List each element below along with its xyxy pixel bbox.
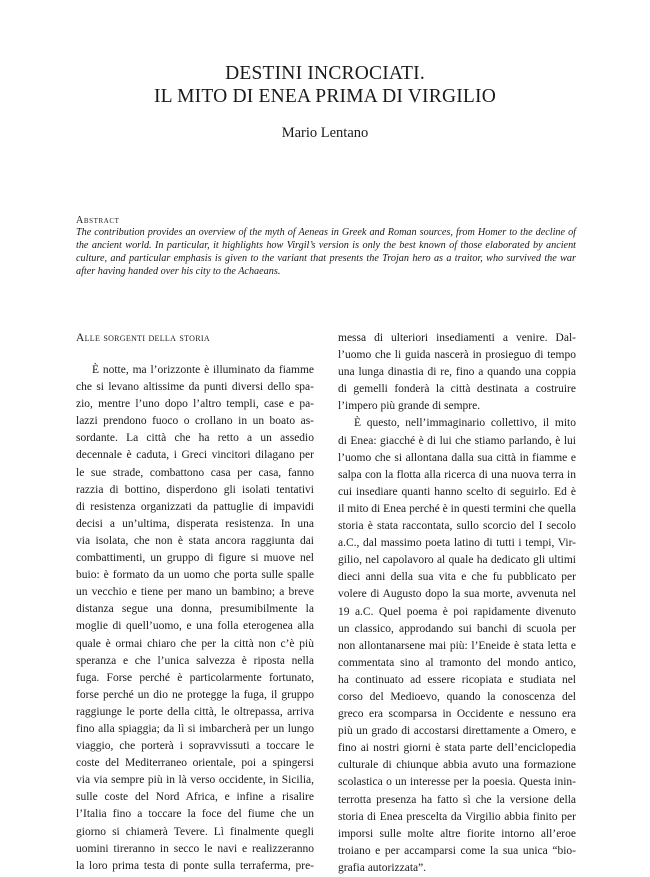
body-text-line: una lunga dinastia di re, fino a quando una coppia (338, 366, 576, 379)
body-text-line: combattimenti, un gruppo di figure si muove nel (76, 552, 314, 565)
body-text-line: il mito di Enea perché è in questi termini che quella (338, 502, 576, 515)
body-text-line: forse perché un dio ne protegge la fuga, il gruppo (76, 688, 314, 701)
body-text-line: l’uomo che li guida nascerà in prosieguo di tempo (338, 349, 576, 362)
body-text-line: razzia di bottino, disperdono gli isolati tentativi (76, 483, 314, 496)
body-text-line: sordante. La città che ha retto a un assedio (76, 432, 314, 445)
body-text-line: messa di ulteriori insediamenti a venire. Dal- (338, 332, 576, 344)
article-title-line-1: DESTINI INCROCIATI. (225, 63, 425, 84)
body-text-line: distanza segue una donna, presumibilmente la (76, 603, 314, 616)
body-text-line: di resistenza organizzati da pattuglie di impavidi (76, 500, 314, 513)
body-text-line: 19 a.C. Quel poema è poi rapidamente divenuto (338, 605, 576, 618)
body-text-line: dieci anni della sua vita e che fu pubblicato per (338, 571, 576, 584)
body-text-line: fino ai nostri giorni è stata parte dell’enciclopedia (338, 742, 576, 755)
body-text-line: raggiunge le porte della città, le oltrepassa, arriva (76, 705, 314, 718)
body-text-line: l’uomo che si allontana dalla sua città in fiamme e (338, 451, 576, 464)
body-text-line: giorno si chiamerà Tevere. Lì finalmente quegli (76, 825, 314, 838)
abstract-line: The contribution provides an overview of the myth of Aeneas in Greek and Roman sources, from Homer to the decline of (76, 227, 576, 238)
body-text-line: sulle coste del Nord Africa, e infine a risalire (76, 791, 314, 804)
body-text-line: È notte, ma l’orizzonte è illuminato da fiamme (92, 364, 314, 376)
body-text-line: la loro prima testa di ponte sulla terraferma, pre- (76, 859, 314, 872)
body-text-line: via isolata, che non è stata ancora raggiunta dai (76, 534, 314, 547)
body-text-line: di gemelli fonderà la città destinata a costruire (338, 383, 576, 396)
body-text-line: ha continuato ad essere ricopiata e studiata nel (338, 673, 576, 686)
body-text-line: che si levano altissime da punti diversi dello spa- (76, 381, 314, 394)
body-text-line: decennale è caduta, i Greci vincitori dilagano per (76, 449, 314, 462)
body-text-line: zio, mentre l’uno dopo l’altro templi, case e pa- (76, 398, 314, 411)
body-text-line: volere di Augusto dopo la sua morte, avvenuta nel (338, 588, 576, 601)
body-text-line: grafia autorizzata”. (338, 861, 427, 874)
body-text-line: uomini tireranno in secco le navi e realizzeranno (76, 842, 314, 855)
abstract-line: the ancient world. In particular, it highlights how Virgil’s version is only the best known of those elaborated by ancient (76, 240, 576, 251)
body-text-line: più un grado di accostarsi direttamente a Omero, e (338, 725, 576, 738)
body-text-line: viaggio, che porterà i sopravvissuti a toccare le (76, 740, 314, 753)
body-text-line: commentata sino al tramonto del mondo antico, (338, 656, 576, 669)
body-text-line: quale è ormai chiaro che per la città non c’è più (76, 637, 314, 650)
body-column-right (338, 330, 576, 877)
body-text-line: cui insediare quanti hanno scelto di seguirlo. Ed è (338, 485, 576, 498)
body-text-line: non allontanarsene mai più: l’Eneide è stata letta e (338, 639, 576, 652)
body-text-line: salpa con la flotta alla ricerca di una nuova terra in (338, 468, 576, 481)
body-text-line: storia di Enea prescelta da Virgilio abbia finito per (338, 810, 576, 823)
body-text-line: culturale di chiunque abbia avuto una formazione (338, 759, 576, 772)
body-text-line: le sue strade, combattono casa per casa, fanno (76, 466, 314, 479)
body-text-line: moglie di quell’uomo, e una folla eterogenea alla (76, 620, 314, 633)
abstract-line: culture, and particular emphasis is given to the variant that presents the Trojan hero as a traitor, who survived the war (76, 253, 576, 264)
article-title (0, 62, 650, 108)
body-text-line: fino alla spiaggia; da lì si imbarcherà per un lungo (76, 722, 314, 735)
section-heading: Alle sorgenti della storia (76, 332, 210, 344)
body-text-line: fuga. Forse perché è particolarmente fortunato, (76, 671, 314, 684)
body-text-line: troiano e per accamparsi come la sua unica “bio- (338, 844, 576, 857)
body-text-line: via via sempre più in là verso occidente, in Sicilia, (76, 774, 314, 787)
body-text-line: corso del Medioevo, quando la conoscenza del (338, 690, 576, 703)
body-text-line: l’impero più grande di sempre. (338, 400, 481, 413)
body-text-line: scolastica o un interesse per la poesia. Questa inin- (338, 776, 576, 789)
body-text-line: lazzi prendono fuoco o crollano in un boato as- (76, 415, 314, 428)
abstract-text (76, 226, 576, 278)
body-text-line: coste del Mediterraneo orientale, poi a spingersi (76, 757, 314, 770)
body-text-line: decisi a un’ultima, disperata resistenza. In una (76, 517, 314, 530)
article-author: Mario Lentano (281, 125, 369, 141)
body-text-line: un classico, approdando sui banchi di scuola per (338, 622, 576, 635)
body-text-line: gilio, nel capolavoro al quale ha dedicato gli ultimi (338, 554, 576, 567)
body-text-line: un vecchio e tiene per mano un bambino; a breve (76, 586, 314, 599)
abstract-label: Abstract (76, 215, 120, 226)
article-title-line-2: IL MITO DI ENEA PRIMA DI VIRGILIO (153, 86, 497, 107)
body-text-line: a.C., dal massimo poeta latino di tutti i tempi, Vir- (338, 537, 576, 550)
body-text-line: speranza e che l’unica salvezza è riposta nella (76, 654, 314, 667)
body-text-line: di Enea: giacché è di lui che stiamo parlando, è lui (338, 434, 576, 447)
body-text-line: buio: è formato da un uomo che porta sulle spalle (76, 569, 314, 582)
body-column-left (76, 330, 314, 875)
body-text-line: greco era scomparsa in Occidente e nessuno era (338, 708, 576, 721)
body-text-line: È questo, nell’immaginario collettivo, il mito (354, 417, 576, 430)
abstract-line: after having handed over his city to the Achaeans. (76, 266, 281, 277)
body-text-line: imporsi sulle molte altre fiorite intorno all’eroe (338, 827, 576, 840)
body-text-line: terrotta presenza ha fatto sì che la versione della (338, 793, 576, 806)
body-text-line: l’Italia fino a toccare la foce del fiume che un (76, 808, 314, 821)
body-text-line: storia è stata raccontata, sullo scorcio del I secolo (338, 520, 576, 533)
